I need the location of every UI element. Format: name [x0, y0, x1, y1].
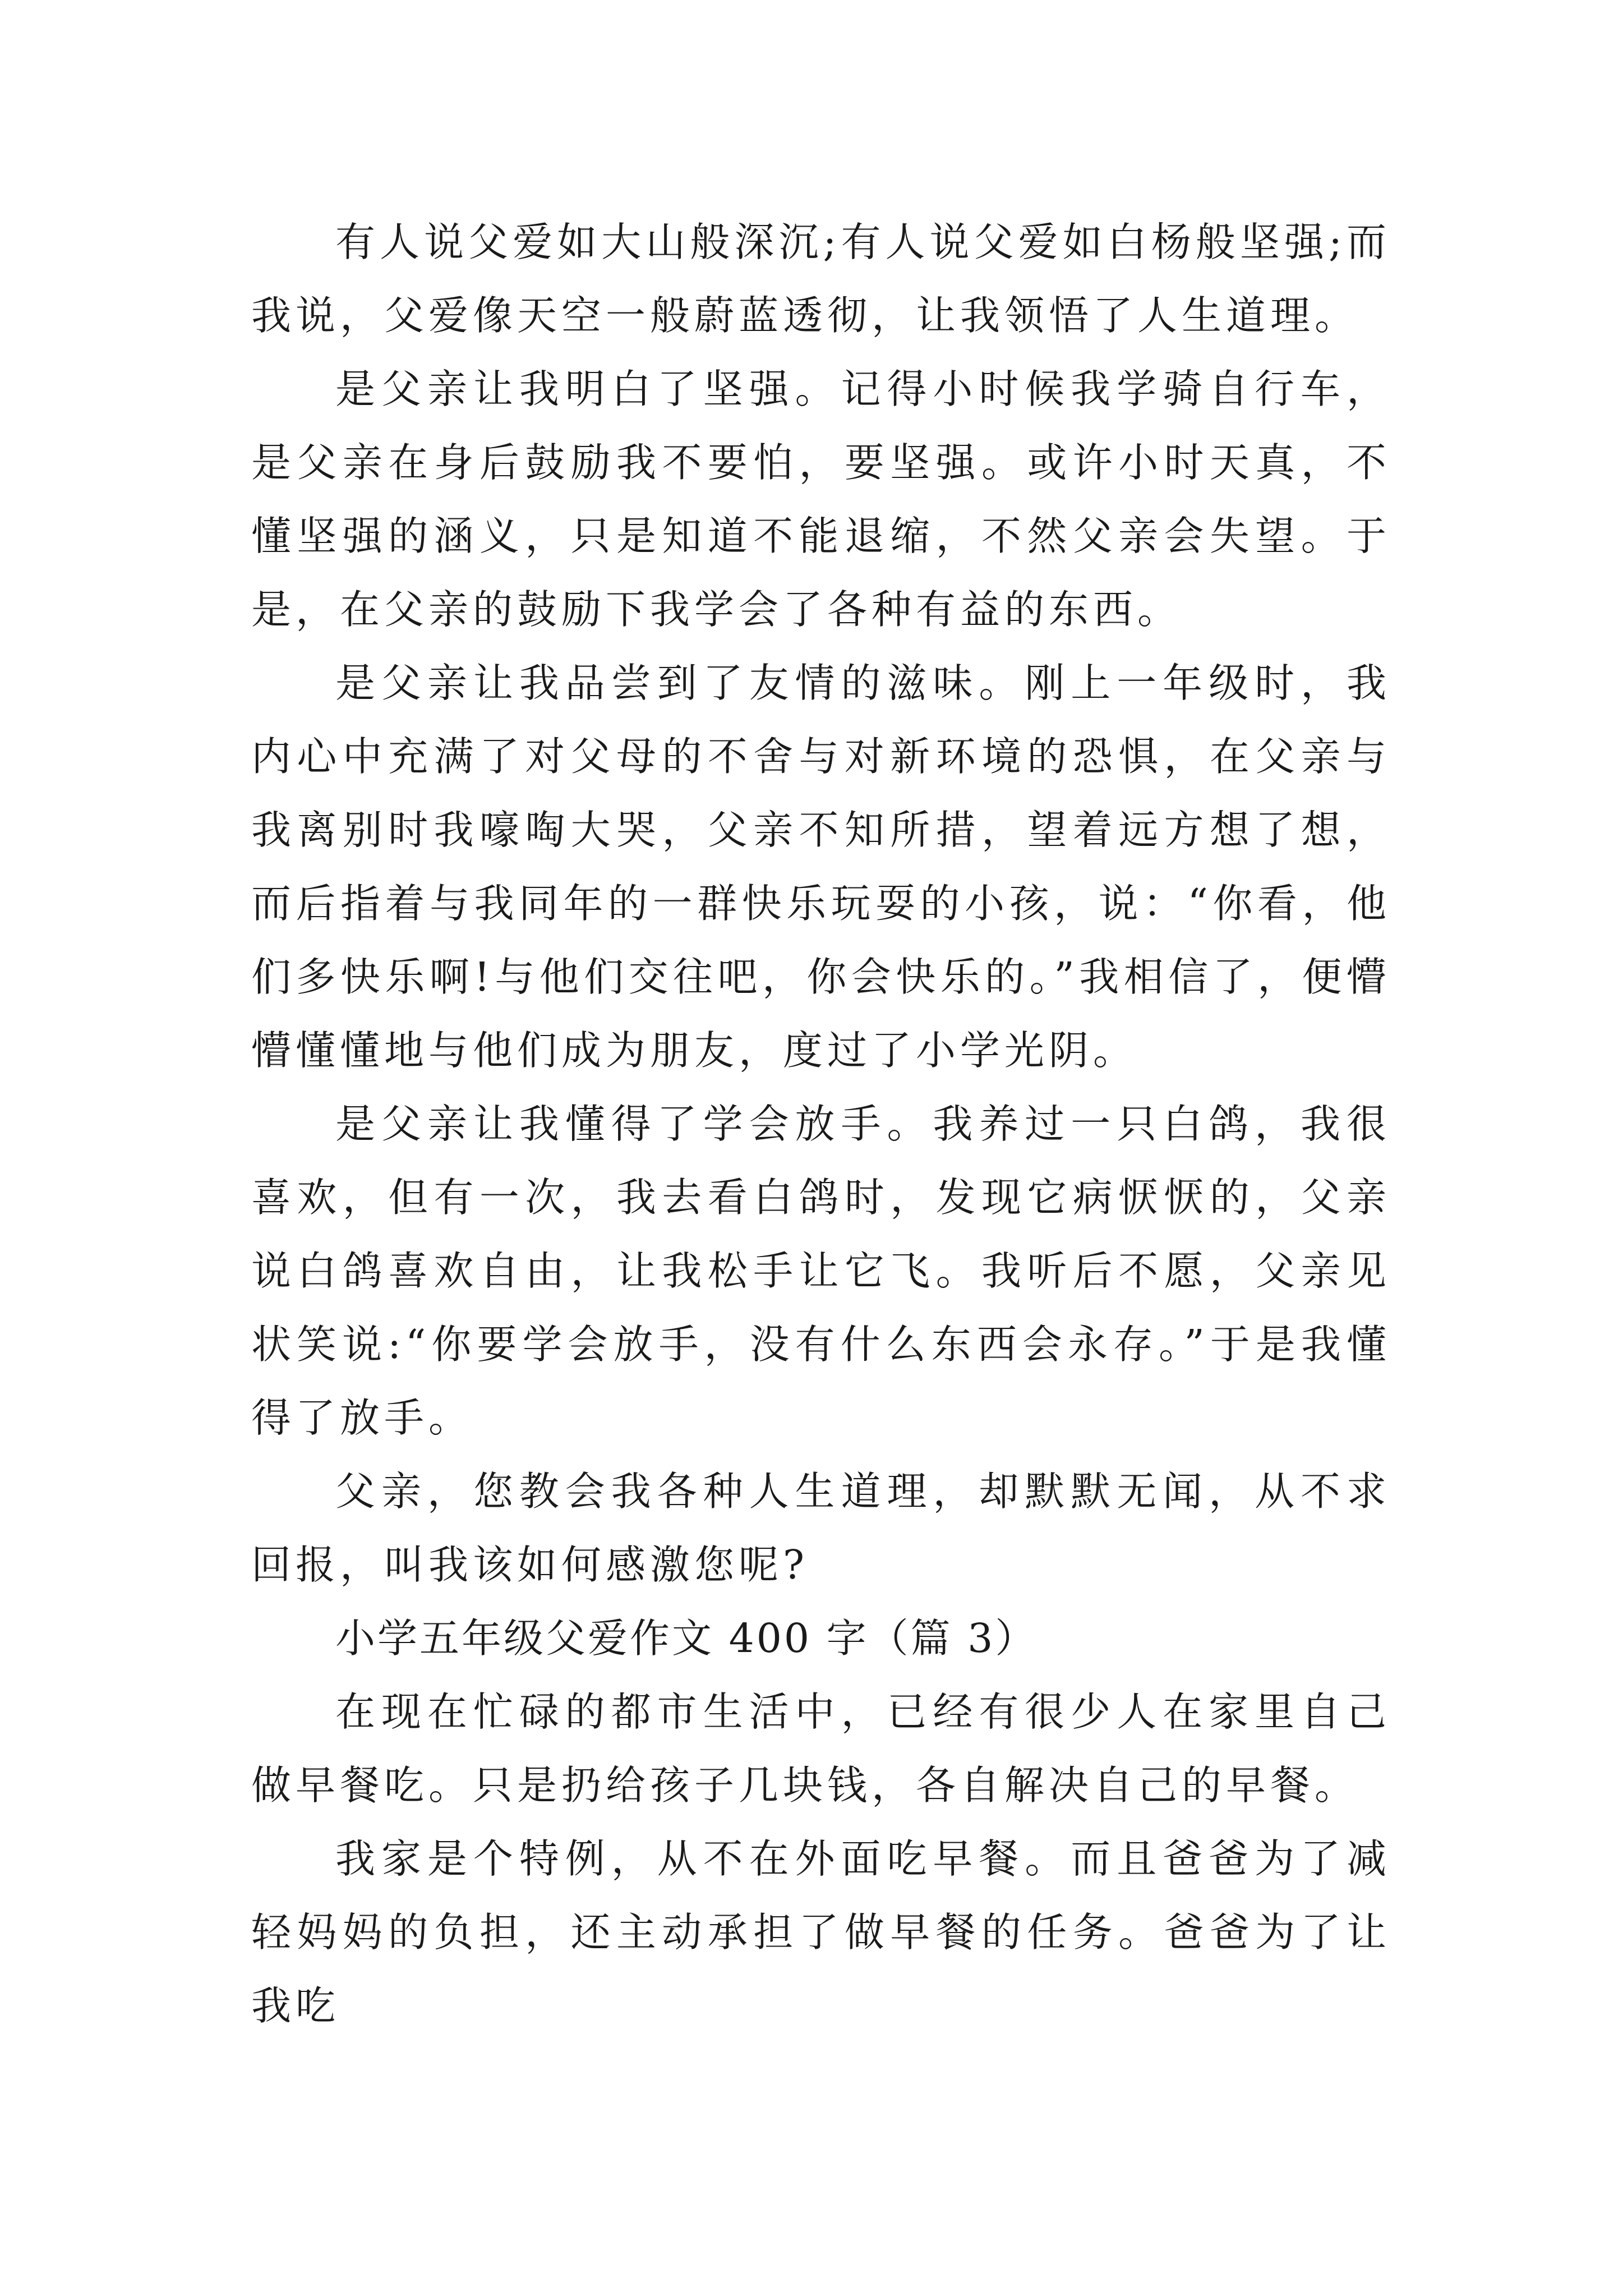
- paragraph: 父亲，您教会我各种人生道理，却默默无闻，从不求回报，叫我该如何感激您呢?: [251, 1468, 1391, 1588]
- document-body: [251, 205, 1391, 2042]
- paragraph: 在现在忙碌的都市生活中，已经有很少人在家里自己做早餐吃。只是扔给孩子几块钱，各自解决自己的早餐。: [251, 1688, 1391, 1809]
- paragraph: 是父亲让我明白了坚强。记得小时候我学骑自行车，是父亲在身后鼓励我不要怕，要坚强。或许小时天真，不懂坚强的涵义，只是知道不能退缩，不然父亲会失望。于是，在父亲的鼓励下我学会了各种有益的东西。: [251, 366, 1391, 633]
- paragraph: 是父亲让我品尝到了友情的滋味。刚上一年级时，我内心中充满了对父母的不舍与对新环境的恐惧，在父亲与我离别时我嚎啕大哭，父亲不知所措，望着远方想了想，而后指着与我同年的一群快乐玩耍的小孩，说：“你看，他们多快乐啊!与他们交往吧，你会快乐的。”我相信了，便懵懵懂懂地与他们成为朋友，度过了小学光阴。: [251, 660, 1391, 1074]
- paragraph: 有人说父爱如大山般深沉;有人说父爱如白杨般坚强;而我说，父爱像天空一般蔚蓝透彻，让我领悟了人生道理。: [251, 219, 1391, 339]
- section-heading: 小学五年级父爱作文 400 字（篇 3）: [335, 1615, 1038, 1662]
- paragraph: 我家是个特例，从不在外面吃早餐。而且爸爸为了减轻妈妈的负担，还主动承担了做早餐的任务。爸爸为了让我吃: [251, 1835, 1391, 2029]
- paragraph: 是父亲让我懂得了学会放手。我养过一只白鸽，我很喜欢，但有一次，我去看白鸽时，发现它病恹恹的，父亲说白鸽喜欢自由，让我松手让它飞。我听后不愿，父亲见状笑说:“你要学会放手，没有什么东西会永存。”于是我懂得了放手。: [251, 1101, 1391, 1441]
